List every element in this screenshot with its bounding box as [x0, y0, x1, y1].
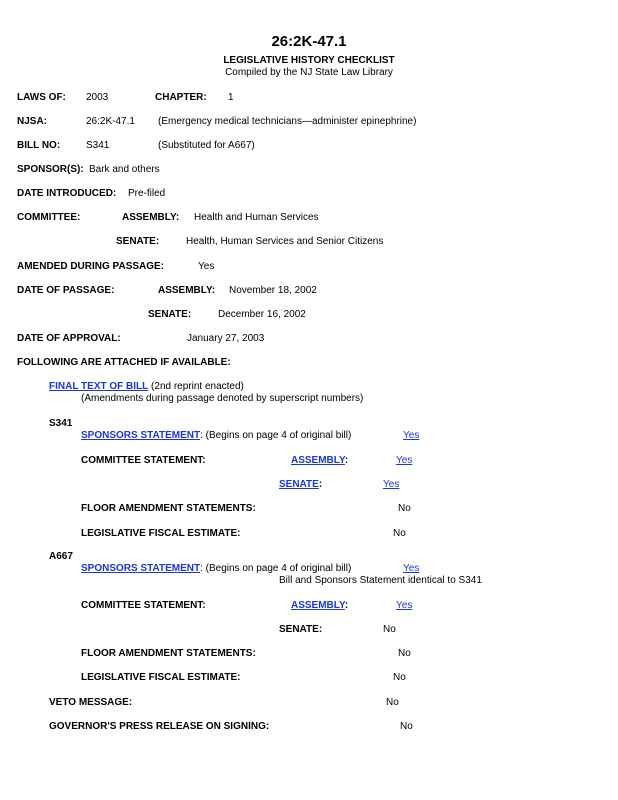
s341-sponsors-statement-row	[81, 430, 351, 442]
laws-of-label: LAWS OF:	[17, 92, 66, 103]
a667-sponsors-statement-link[interactable]: SPONSORS STATEMENT	[81, 563, 201, 574]
a667-fiscal-label: LEGISLATIVE FISCAL ESTIMATE:	[81, 672, 241, 683]
date-introduced-value: Pre-filed	[128, 188, 166, 199]
passage-assembly-value: November 18, 2002	[229, 285, 317, 296]
a667-sponsors-statement-note: : (Begins on page 4 of original bill)	[200, 563, 352, 574]
s341-floor-value: No	[398, 503, 411, 514]
s341-assembly-colon: :	[344, 455, 349, 466]
amendments-note: (Amendments during passage denoted by superscript numbers)	[81, 393, 364, 404]
a667-senate-label: SENATE:	[279, 624, 323, 635]
attached-heading: FOLLOWING ARE ATTACHED IF AVAILABLE:	[17, 357, 231, 368]
bill-no-value: S341	[86, 140, 110, 151]
chapter-value: 1	[228, 92, 234, 103]
press-release-label: GOVERNOR'S PRESS RELEASE ON SIGNING:	[49, 721, 270, 732]
s341-floor-label: FLOOR AMENDMENT STATEMENTS:	[81, 503, 256, 514]
amended-label: AMENDED DURING PASSAGE:	[17, 261, 165, 272]
s341-fiscal-label: LEGISLATIVE FISCAL ESTIMATE:	[81, 528, 241, 539]
a667-sponsors-statement-yes-link[interactable]: Yes	[403, 563, 420, 574]
compiled-by: Compiled by the NJ State Law Library	[225, 67, 393, 78]
final-text-note: (2nd reprint enacted)	[151, 381, 244, 392]
a667-sponsors-statement-row	[81, 563, 351, 575]
s341-senate-row	[279, 479, 322, 491]
s341-heading: S341	[49, 418, 73, 429]
a667-fiscal-value: No	[393, 672, 406, 683]
passage-senate-value: December 16, 2002	[218, 309, 306, 320]
committee-senate-label: SENATE:	[116, 236, 160, 247]
date-introduced-label: DATE INTRODUCED:	[17, 188, 117, 199]
amended-value: Yes	[198, 261, 215, 272]
s341-sponsors-statement-note: : (Begins on page 4 of original bill)	[200, 430, 352, 441]
njsa-label: NJSA:	[17, 116, 48, 127]
veto-value: No	[386, 697, 399, 708]
committee-assembly-label: ASSEMBLY:	[122, 212, 180, 223]
s341-senate-yes-link[interactable]: Yes	[383, 479, 400, 490]
njsa-description: (Emergency medical technicians—administer epinephrine)	[158, 116, 417, 127]
press-release-value: No	[400, 721, 413, 732]
s341-sponsors-statement-link[interactable]: SPONSORS STATEMENT	[81, 430, 201, 441]
sponsors-value: Bark and others	[89, 164, 160, 175]
a667-floor-label: FLOOR AMENDMENT STATEMENTS:	[81, 648, 256, 659]
a667-assembly-link[interactable]: ASSEMBLY	[291, 600, 345, 611]
passage-assembly-label: ASSEMBLY:	[158, 285, 216, 296]
a667-heading: A667	[49, 551, 73, 562]
committee-assembly-value: Health and Human Services	[194, 212, 319, 223]
sponsors-label: SPONSOR(S):	[17, 164, 84, 175]
s341-sponsors-statement-yes-link[interactable]: Yes	[403, 430, 420, 441]
final-text-row	[49, 381, 244, 393]
s341-fiscal-value: No	[393, 528, 406, 539]
s341-assembly-link[interactable]: ASSEMBLY	[291, 455, 345, 466]
a667-identical-note: Bill and Sponsors Statement identical to S341	[279, 575, 482, 586]
s341-committee-statement-label: COMMITTEE STATEMENT:	[81, 455, 206, 466]
s341-assembly-yes-link[interactable]: Yes	[396, 455, 413, 466]
a667-assembly-yes-link[interactable]: Yes	[396, 600, 413, 611]
a667-floor-value: No	[398, 648, 411, 659]
laws-of-value: 2003	[86, 92, 109, 103]
date-of-approval-label: DATE OF APPROVAL:	[17, 333, 121, 344]
s341-senate-colon: :	[318, 479, 323, 490]
bill-no-label: BILL NO:	[17, 140, 61, 151]
final-text-link[interactable]: FINAL TEXT OF BILL	[49, 381, 149, 392]
page-title: 26:2K-47.1	[271, 33, 347, 50]
s341-assembly-row	[291, 455, 348, 467]
a667-committee-statement-label: COMMITTEE STATEMENT:	[81, 600, 206, 611]
a667-senate-value: No	[383, 624, 396, 635]
veto-label: VETO MESSAGE:	[49, 697, 133, 708]
a667-assembly-colon: :	[344, 600, 349, 611]
committee-label: COMMITTEE:	[17, 212, 81, 223]
passage-senate-label: SENATE:	[148, 309, 192, 320]
njsa-value: 26:2K-47.1	[86, 116, 135, 127]
checklist-subtitle: LEGISLATIVE HISTORY CHECKLIST	[223, 55, 395, 66]
a667-assembly-row	[291, 600, 348, 612]
chapter-label: CHAPTER:	[155, 92, 207, 103]
committee-senate-value: Health, Human Services and Senior Citizens	[186, 236, 384, 247]
bill-no-note: (Substituted for A667)	[158, 140, 255, 151]
date-of-passage-label: DATE OF PASSAGE:	[17, 285, 115, 296]
s341-senate-link[interactable]: SENATE	[279, 479, 319, 490]
date-of-approval-value: January 27, 2003	[187, 333, 265, 344]
